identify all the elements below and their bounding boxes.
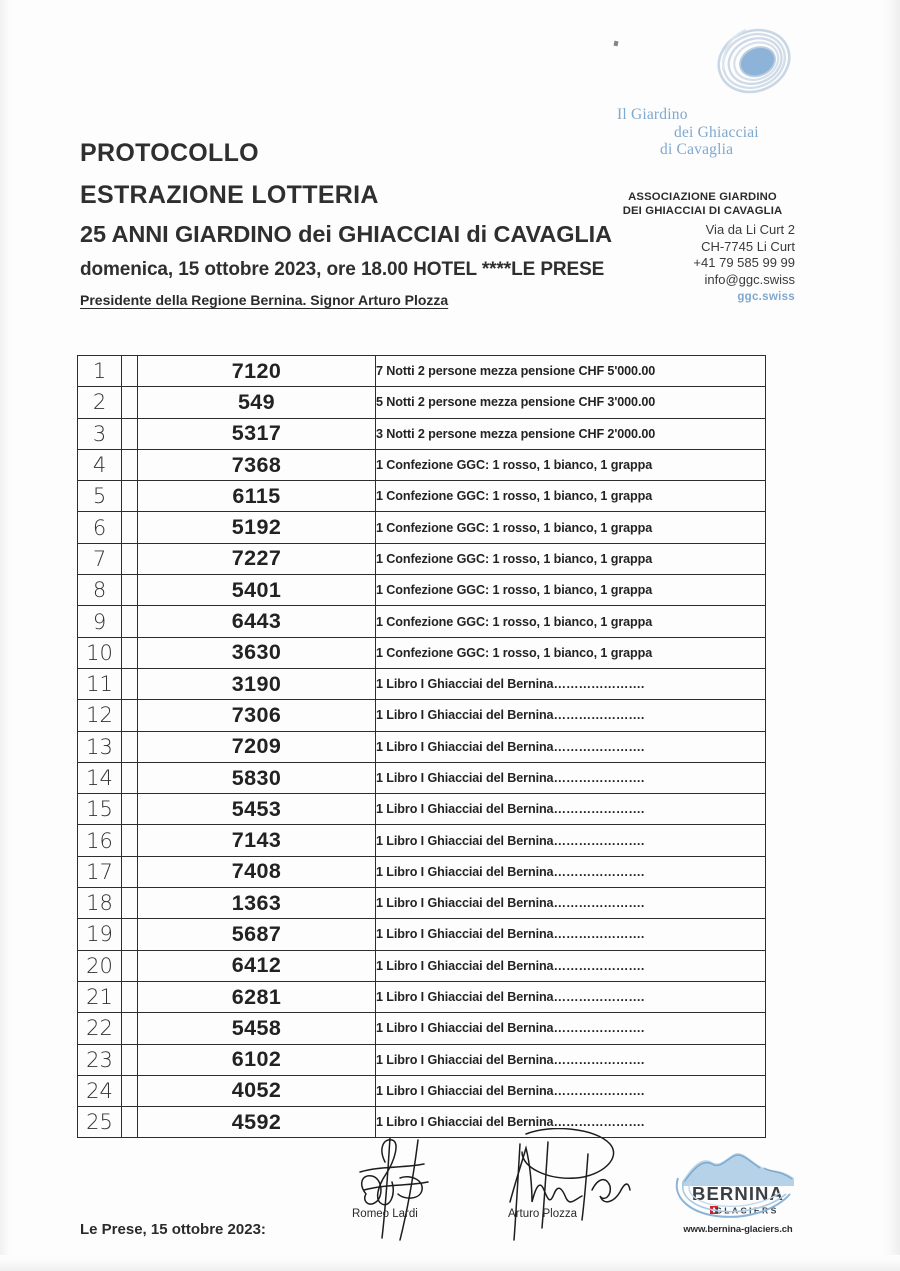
table-row bbox=[78, 512, 766, 543]
row-index-cell: 18 bbox=[78, 888, 122, 919]
footer-place-date: Le Prese, 15 ottobre 2023: bbox=[80, 1221, 266, 1238]
table-row bbox=[78, 637, 766, 668]
row-spacer-cell bbox=[122, 637, 138, 668]
prize-description-cell: 1 Libro I Ghiacciai del Bernina…………………. bbox=[376, 981, 766, 1012]
event-title: 25 ANNI GIARDINO dei GHIACCIAI di CAVAGLIA bbox=[80, 221, 612, 247]
svg-text:GLACIERS: GLACIERS bbox=[715, 1205, 779, 1216]
document-title-block bbox=[80, 138, 700, 310]
prize-description-cell: 1 Libro I Ghiacciai del Bernina…………………. bbox=[376, 731, 766, 762]
prize-description-cell: 1 Libro I Ghiacciai del Bernina…………………. bbox=[376, 1107, 766, 1138]
row-spacer-cell bbox=[122, 794, 138, 825]
page-title: PROTOCOLLO bbox=[80, 139, 259, 167]
prize-description-cell: 1 Libro I Ghiacciai del Bernina…………………. bbox=[376, 700, 766, 731]
row-index-cell: 2 bbox=[78, 387, 122, 418]
row-index-cell: 23 bbox=[78, 1044, 122, 1075]
winning-ticket-number-cell: 7209 bbox=[138, 731, 376, 762]
glacier-pothole-spiral-logo-icon bbox=[708, 22, 800, 100]
winning-ticket-number-cell: 7306 bbox=[138, 700, 376, 731]
association-phone: +41 79 585 99 99 bbox=[693, 255, 795, 270]
table-row bbox=[78, 856, 766, 887]
table-row bbox=[78, 1013, 766, 1044]
association-name-line-2: DEI GHIACCIAI DI CAVAGLIA bbox=[622, 204, 783, 217]
row-index-cell: 10 bbox=[78, 637, 122, 668]
winning-ticket-number-cell: 6115 bbox=[138, 481, 376, 512]
table-row bbox=[78, 950, 766, 981]
table-row bbox=[78, 1075, 766, 1106]
row-spacer-cell bbox=[122, 888, 138, 919]
winning-ticket-number-cell: 7143 bbox=[138, 825, 376, 856]
row-index-cell: 7 bbox=[78, 543, 122, 574]
logo-wordmark-line-3: di Cavaglia bbox=[660, 141, 734, 158]
bernina-glaciers-logo-icon bbox=[668, 1148, 808, 1228]
prize-description-cell: 1 Libro I Ghiacciai del Bernina…………………. bbox=[376, 1013, 766, 1044]
row-index-cell: 11 bbox=[78, 668, 122, 699]
scan-edge-shading-bottom bbox=[0, 1255, 900, 1271]
table-row bbox=[78, 731, 766, 762]
prize-description-cell: 3 Notti 2 persone mezza pensione CHF 2'000.00 bbox=[376, 418, 766, 449]
table-row bbox=[78, 794, 766, 825]
prize-description-cell: 5 Notti 2 persone mezza pensione CHF 3'000.00 bbox=[376, 387, 766, 418]
row-spacer-cell bbox=[122, 825, 138, 856]
row-index-cell: 9 bbox=[78, 606, 122, 637]
winning-ticket-number-cell: 5317 bbox=[138, 418, 376, 449]
row-index-cell: 6 bbox=[78, 512, 122, 543]
winning-ticket-number-cell: 4592 bbox=[138, 1107, 376, 1138]
prize-description-cell: 1 Libro I Ghiacciai del Bernina…………………. bbox=[376, 1075, 766, 1106]
winning-ticket-number-cell: 5401 bbox=[138, 575, 376, 606]
row-spacer-cell bbox=[122, 387, 138, 418]
prize-description-cell: 1 Libro I Ghiacciai del Bernina…………………. bbox=[376, 762, 766, 793]
row-spacer-cell bbox=[122, 668, 138, 699]
association-street: Via da Li Curt 2 bbox=[705, 222, 795, 237]
event-datetime-venue: domenica, 15 ottobre 2023, ore 18.00 HOTEL ****LE PRESE bbox=[80, 259, 605, 280]
winning-ticket-number-cell: 7227 bbox=[138, 543, 376, 574]
winning-ticket-number-cell: 3190 bbox=[138, 668, 376, 699]
winning-ticket-number-cell: 1363 bbox=[138, 888, 376, 919]
signatory-name: Arturo Plozza bbox=[508, 1208, 578, 1220]
prize-description-cell: 1 Libro I Ghiacciai del Bernina…………………. bbox=[376, 1044, 766, 1075]
prize-description-cell: 1 Libro I Ghiacciai del Bernina…………………. bbox=[376, 825, 766, 856]
row-index-cell: 12 bbox=[78, 700, 122, 731]
prize-description-cell: 1 Confezione GGC: 1 rosso, 1 bianco, 1 grappa bbox=[376, 606, 766, 637]
row-spacer-cell bbox=[122, 762, 138, 793]
winning-ticket-number-cell: 5830 bbox=[138, 762, 376, 793]
prize-description-cell: 1 Libro I Ghiacciai del Bernina…………………. bbox=[376, 919, 766, 950]
table-row bbox=[78, 418, 766, 449]
association-city: CH-7745 Li Curt bbox=[701, 238, 795, 254]
winning-ticket-number-cell: 6443 bbox=[138, 606, 376, 637]
prize-description-cell: 1 Libro I Ghiacciai del Bernina…………………. bbox=[376, 856, 766, 887]
row-index-cell: 3 bbox=[78, 418, 122, 449]
row-index-cell: 1 bbox=[78, 356, 122, 387]
winning-ticket-number-cell: 5458 bbox=[138, 1013, 376, 1044]
winning-ticket-number-cell: 7368 bbox=[138, 449, 376, 480]
row-spacer-cell bbox=[122, 731, 138, 762]
row-spacer-cell bbox=[122, 950, 138, 981]
association-email: info@ggc.swiss bbox=[704, 271, 795, 287]
table-row bbox=[78, 762, 766, 793]
row-spacer-cell bbox=[122, 481, 138, 512]
bernina-glaciers-partner-logo bbox=[668, 1148, 808, 1248]
row-spacer-cell bbox=[122, 512, 138, 543]
row-spacer-cell bbox=[122, 919, 138, 950]
logo-wordmark-line-2: dei Ghiacciai bbox=[674, 123, 759, 141]
row-spacer-cell bbox=[122, 606, 138, 637]
table-row bbox=[78, 825, 766, 856]
row-index-cell: 15 bbox=[78, 794, 122, 825]
row-spacer-cell bbox=[122, 1107, 138, 1138]
lottery-results-body bbox=[78, 356, 766, 1138]
signature-arturo-plozza bbox=[492, 1128, 647, 1248]
winning-ticket-number-cell: 6281 bbox=[138, 981, 376, 1012]
row-index-cell: 25 bbox=[78, 1107, 122, 1138]
row-index-cell: 21 bbox=[78, 981, 122, 1012]
prize-description-cell: 1 Libro I Ghiacciai del Bernina…………………. bbox=[376, 794, 766, 825]
winning-ticket-number-cell: 6412 bbox=[138, 950, 376, 981]
row-spacer-cell bbox=[122, 1075, 138, 1106]
row-spacer-cell bbox=[122, 418, 138, 449]
table-row bbox=[78, 481, 766, 512]
winning-ticket-number-cell: 5687 bbox=[138, 919, 376, 950]
logo-wordmark-line-1: Il Giardino bbox=[617, 106, 688, 123]
winning-ticket-number-cell: 7408 bbox=[138, 856, 376, 887]
scan-edge-shading-right bbox=[882, 0, 900, 1271]
table-row bbox=[78, 888, 766, 919]
presiding-officer-line: Presidente della Regione Bernina. Signor Arturo Plozza bbox=[80, 292, 449, 308]
table-row bbox=[78, 543, 766, 574]
winning-ticket-number-cell: 5453 bbox=[138, 794, 376, 825]
row-spacer-cell bbox=[122, 856, 138, 887]
table-row bbox=[78, 1044, 766, 1075]
prize-description-cell: 1 Confezione GGC: 1 rosso, 1 bianco, 1 grappa bbox=[376, 575, 766, 606]
prize-description-cell: 1 Confezione GGC: 1 rosso, 1 bianco, 1 grappa bbox=[376, 512, 766, 543]
prize-description-cell: 1 Libro I Ghiacciai del Bernina…………………. bbox=[376, 888, 766, 919]
organization-logo bbox=[612, 22, 812, 158]
signature-romeo-lardi bbox=[338, 1134, 468, 1246]
row-index-cell: 19 bbox=[78, 919, 122, 950]
table-row bbox=[78, 981, 766, 1012]
row-spacer-cell bbox=[122, 449, 138, 480]
row-spacer-cell bbox=[122, 1044, 138, 1075]
winning-ticket-number-cell: 3630 bbox=[138, 637, 376, 668]
table-row bbox=[78, 356, 766, 387]
winning-ticket-number-cell: 549 bbox=[138, 387, 376, 418]
document-subtitle: ESTRAZIONE LOTTERIA bbox=[80, 181, 379, 209]
table-row bbox=[78, 700, 766, 731]
prize-description-cell: 1 Confezione GGC: 1 rosso, 1 bianco, 1 grappa bbox=[376, 543, 766, 574]
table-row bbox=[78, 668, 766, 699]
prize-description-cell: 1 Confezione GGC: 1 rosso, 1 bianco, 1 grappa bbox=[376, 637, 766, 668]
association-website: ggc.swiss bbox=[737, 291, 795, 303]
row-index-cell: 22 bbox=[78, 1013, 122, 1044]
row-spacer-cell bbox=[122, 575, 138, 606]
prize-description-cell: 7 Notti 2 persone mezza pensione CHF 5'000.00 bbox=[376, 356, 766, 387]
svg-text:BERNINA: BERNINA bbox=[692, 1183, 784, 1204]
row-index-cell: 24 bbox=[78, 1075, 122, 1106]
prize-description-cell: 1 Libro I Ghiacciai del Bernina…………………. bbox=[376, 950, 766, 981]
scan-edge-shading-left bbox=[0, 0, 14, 1271]
winning-ticket-number-cell: 6102 bbox=[138, 1044, 376, 1075]
signatory-name: Romeo Lardi bbox=[352, 1208, 418, 1220]
row-index-cell: 20 bbox=[78, 950, 122, 981]
prize-description-cell: 1 Confezione GGC: 1 rosso, 1 bianco, 1 grappa bbox=[376, 481, 766, 512]
handwritten-signature-mark bbox=[492, 1128, 647, 1248]
prize-description-cell: 1 Libro I Ghiacciai del Bernina…………………. bbox=[376, 668, 766, 699]
winning-ticket-number-cell: 4052 bbox=[138, 1075, 376, 1106]
row-index-cell: 14 bbox=[78, 762, 122, 793]
row-index-cell: 13 bbox=[78, 731, 122, 762]
row-spacer-cell bbox=[122, 356, 138, 387]
row-spacer-cell bbox=[122, 543, 138, 574]
prize-description-cell: 1 Confezione GGC: 1 rosso, 1 bianco, 1 grappa bbox=[376, 449, 766, 480]
partner-logo-url: www.bernina-glaciers.ch bbox=[683, 1224, 793, 1235]
table-row bbox=[78, 606, 766, 637]
row-index-cell: 16 bbox=[78, 825, 122, 856]
row-index-cell: 5 bbox=[78, 481, 122, 512]
lottery-results-table bbox=[77, 355, 766, 1138]
winning-ticket-number-cell: 7120 bbox=[138, 356, 376, 387]
table-row bbox=[78, 919, 766, 950]
row-spacer-cell bbox=[122, 981, 138, 1012]
handwritten-signature-mark bbox=[338, 1134, 468, 1246]
row-spacer-cell bbox=[122, 700, 138, 731]
association-name-line-1: ASSOCIAZIONE GIARDINO bbox=[628, 191, 777, 203]
table-row bbox=[78, 387, 766, 418]
table-row bbox=[78, 575, 766, 606]
row-index-cell: 8 bbox=[78, 575, 122, 606]
winning-ticket-number-cell: 5192 bbox=[138, 512, 376, 543]
row-spacer-cell bbox=[122, 1013, 138, 1044]
table-row bbox=[78, 449, 766, 480]
row-index-cell: 4 bbox=[78, 449, 122, 480]
row-index-cell: 17 bbox=[78, 856, 122, 887]
